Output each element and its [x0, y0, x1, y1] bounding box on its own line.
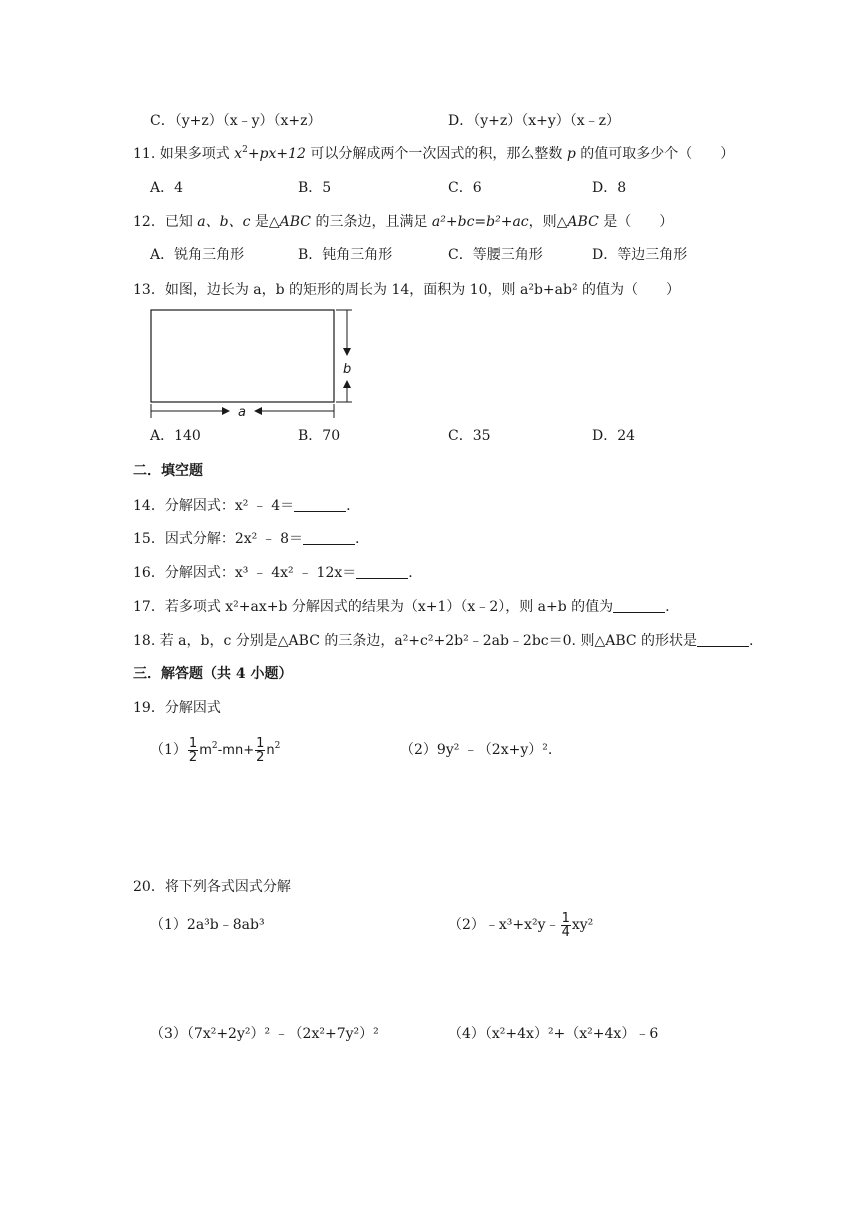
q12-text-e: 是（ ）	[598, 214, 674, 230]
q12-text-d: ，则△	[528, 214, 568, 230]
b-label: b	[343, 362, 352, 377]
q20-part-3: （3）（7x²+2y²）² ﹣（2x²+7y²）²	[150, 1026, 379, 1042]
q20-p2-b: xy²	[571, 917, 594, 933]
q15-answer-blank[interactable]	[303, 532, 355, 545]
q19-p1-n: n	[266, 743, 275, 758]
q19-part-1: （1） $\frac{1}{2}$ $m^2-mn+$ $\frac{1}{2}$ $n^2$	[150, 735, 281, 765]
q18-answer-blank[interactable]	[697, 634, 749, 647]
q11-option-b: B．5	[298, 180, 332, 196]
q16-text: 16．分解因式：x³ ﹣ 4x² ﹣ 12x＝	[133, 565, 357, 581]
q12-text-b: 是△	[250, 214, 280, 230]
b-arrow-up-icon	[343, 380, 351, 388]
q20-part-2	[448, 910, 593, 940]
q12-option-d: D．等边三角形	[592, 247, 688, 263]
q12-text-a: 12．已知	[133, 214, 198, 230]
q20-title: 20．将下列各式因式分解	[133, 879, 291, 895]
q12-text-c: 的三条边，且满足	[311, 214, 432, 230]
q19-fraction-2	[255, 737, 265, 764]
q19-frac2-den: 2	[256, 749, 265, 765]
q19-p1-label: （1）	[150, 742, 187, 758]
q16: 16．分解因式：x³ ﹣ 4x² ﹣ 12x＝ .	[133, 565, 413, 581]
q17-answer-blank[interactable]	[613, 600, 665, 613]
q20-fraction	[561, 912, 571, 939]
q18: 18. 若 a，b，c 分别是△ABC 的三条边，a²+c²+2b²﹣2ab﹣2bc＝0. 则△ABC 的形状是 .	[133, 633, 754, 649]
rectangle-figure	[140, 304, 360, 422]
q11-prefix: 11. 如果多项式	[133, 146, 235, 162]
q13-option-d: D．24	[592, 428, 636, 444]
a-label: a	[238, 405, 246, 420]
q15-text: 15．因式分解：2x² ﹣ 8＝	[133, 531, 304, 547]
q14: 14．分解因式：x² ﹣ 4＝ .	[133, 498, 351, 514]
q13-option-a: A．140	[150, 428, 201, 444]
q12-option-b: B．钝角三角形	[298, 247, 393, 263]
q19-frac2-num: 1	[256, 735, 265, 751]
q11-question	[133, 145, 734, 163]
q12-question	[133, 213, 673, 231]
b-arrow-down-icon	[343, 348, 351, 356]
q11-option-c: C．6	[448, 180, 482, 196]
q18-text: 18. 若 a，b，c 分别是△ABC 的三条边，a²+c²+2b²﹣2ab﹣2bc＝0. 则△ABC 的形状是	[133, 633, 698, 649]
q11-option-a: A．4	[150, 180, 184, 196]
section-2-title: 二．填空题	[133, 463, 203, 479]
q20-p2-a: （2）﹣x³+x²y﹣	[448, 917, 560, 933]
q13-question: 13．如图，边长为 a，b 的矩形的周长为 14，面积为 10，则 a²b+ab² 的值为（ ）	[133, 282, 681, 298]
q19-title: 19．分解因式	[133, 700, 221, 716]
a-arrow-right-icon	[222, 407, 230, 415]
q11-tail: 的值可取多少个（ ）	[575, 146, 735, 162]
q10-option-d: D．（y+z）（x+y）（x﹣z）	[448, 113, 621, 129]
q13-option-b: B．70	[298, 428, 341, 444]
q13-option-c: C．35	[448, 428, 491, 444]
q15: 15．因式分解：2x² ﹣ 8＝ .	[133, 531, 360, 547]
q14-text: 14．分解因式：x² ﹣ 4＝	[133, 498, 295, 514]
q12-abc: ABC	[279, 214, 312, 230]
q12-option-c: C．等腰三角形	[448, 247, 543, 263]
q20-part-4: （4）（x²+4x）²+（x²+4x）﹣6	[448, 1026, 659, 1042]
q17-text: 17．若多项式 x²+ax+b 分解因式的结果为（x+1）（x﹣2），则 a+b 的值为	[133, 599, 614, 615]
q10-option-c: C．（y+z）（x﹣y）（x+z）	[150, 113, 322, 129]
q12-condition: a²+bc=b²+ac	[431, 214, 529, 230]
q11-expr-sup: 2	[242, 145, 248, 155]
q20-frac-den: 4	[561, 924, 570, 940]
q12-option-a: A．锐角三角形	[150, 247, 245, 263]
q19-frac1-num: 1	[188, 735, 198, 751]
q19-frac1-den: 2	[188, 749, 198, 765]
q16-answer-blank[interactable]	[356, 566, 408, 579]
q14-answer-blank[interactable]	[294, 499, 346, 512]
q12-vars: a、b、c	[197, 214, 251, 230]
q12-abc-2: ABC	[567, 214, 599, 230]
q19-p1-mn: -mn+	[217, 743, 255, 758]
rectangle-shape	[151, 310, 334, 402]
q11-suffix: 可以分解成两个一次因式的积，那么整数	[305, 146, 567, 162]
q11-p: p	[566, 146, 576, 162]
q11-expr-rest: +px+12	[247, 146, 306, 162]
section-3-title: 三．解答题（共 4 小题）	[133, 666, 293, 682]
q20-part-1: （1）2a³b﹣8ab³	[150, 917, 265, 933]
q20-frac-num: 1	[561, 910, 570, 926]
q17: 17．若多项式 x²+ax+b 分解因式的结果为（x+1）（x﹣2），则 a+b 的值为 .	[133, 599, 670, 615]
q11-option-d: D．8	[592, 180, 627, 196]
q11-expr-x: x	[234, 146, 243, 162]
q19-part-2: （2）9y² ﹣（2x+y）².	[400, 742, 553, 758]
q19-p1-m: m	[199, 743, 212, 758]
q19-fraction-1	[188, 737, 198, 764]
